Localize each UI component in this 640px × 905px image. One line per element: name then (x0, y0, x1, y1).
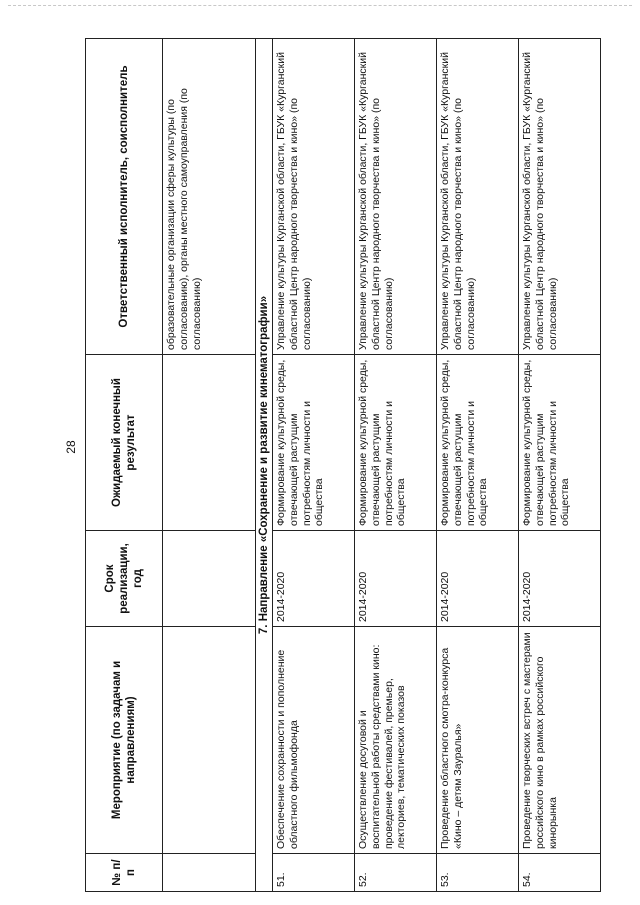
cell-num: 51. (273, 854, 355, 892)
cell-executor: Управление культуры Курганской области, ГБУК «Курганский областной Центр народного творчества и кино» (по согласованию) (355, 39, 437, 355)
cell-result: Формирование культурной среды, отвечающей растущим потребностям личности и общества (273, 355, 355, 531)
cell-executor: Управление культуры Курганской области, ГБУК «Курганский областной Центр народного творчества и кино» (по согласованию) (437, 39, 519, 355)
cell-executor: образовательные организации сферы культуры (по согласованию), органы местного самоуправления (по согласованию) (163, 39, 256, 355)
cell-term: 2014-2020 (273, 531, 355, 627)
cell-num: 52. (355, 854, 437, 892)
scan-edge-line (8, 5, 632, 6)
cell-executor: Управление культуры Курганской области, ГБУК «Курганский областной Центр народного творчества и кино» (по согласованию) (273, 39, 355, 355)
page-number: 28 (64, 440, 78, 454)
cell-result: Формирование культурной среды, отвечающей растущим потребностям личности и общества (437, 355, 519, 531)
section-heading-row (256, 39, 273, 892)
cell-event: Проведение областного смотра-конкурса «Кино – детям Зауралья» (437, 627, 519, 854)
header-num: № п/п (86, 854, 163, 892)
cell-event: Проведение творческих встреч с мастерами российского кино в рамках российского кинорынка (519, 627, 601, 854)
cell-result: Формирование культурной среды, отвечающей растущим потребностям личности и общества (519, 355, 601, 531)
cell-num: 53. (437, 854, 519, 892)
table-header-row (86, 39, 163, 892)
cell-num (163, 854, 256, 892)
section-title: 7. Направление «Сохранение и развитие кинематографии» (256, 39, 273, 892)
cell-num: 54. (519, 854, 601, 892)
table-row (273, 39, 355, 892)
cell-event (163, 627, 256, 854)
cell-term: 2014-2020 (519, 531, 601, 627)
cell-term: 2014-2020 (355, 531, 437, 627)
table-row (519, 39, 601, 892)
table-row (437, 39, 519, 892)
header-result: Ожидаемый конечный результат (86, 355, 163, 531)
rotated-table-container (85, 39, 595, 892)
header-term: Срок реализации, год (86, 531, 163, 627)
header-executor: Ответственный исполнитель, соисполнитель (86, 39, 163, 355)
action-plan-table (85, 38, 601, 892)
cell-result: Формирование культурной среды, отвечающей растущим потребностям личности и общества (355, 355, 437, 531)
cell-term: 2014-2020 (437, 531, 519, 627)
cell-event: Осуществление досуговой и воспитательной работы средствами кино: проведение фестивалей, премьер, лекториев, тематических показов (355, 627, 437, 854)
header-event: Мероприятие (по задачам и направлениям) (86, 627, 163, 854)
cell-event: Обеспечение сохранности и пополнение областного фильмофонда (273, 627, 355, 854)
cell-term (163, 531, 256, 627)
cell-executor: Управление культуры Курганской области, ГБУК «Курганский областной Центр народного творчества и кино» (по согласованию) (519, 39, 601, 355)
cell-result (163, 355, 256, 531)
table-row (355, 39, 437, 892)
table-row-continuation (163, 39, 256, 892)
